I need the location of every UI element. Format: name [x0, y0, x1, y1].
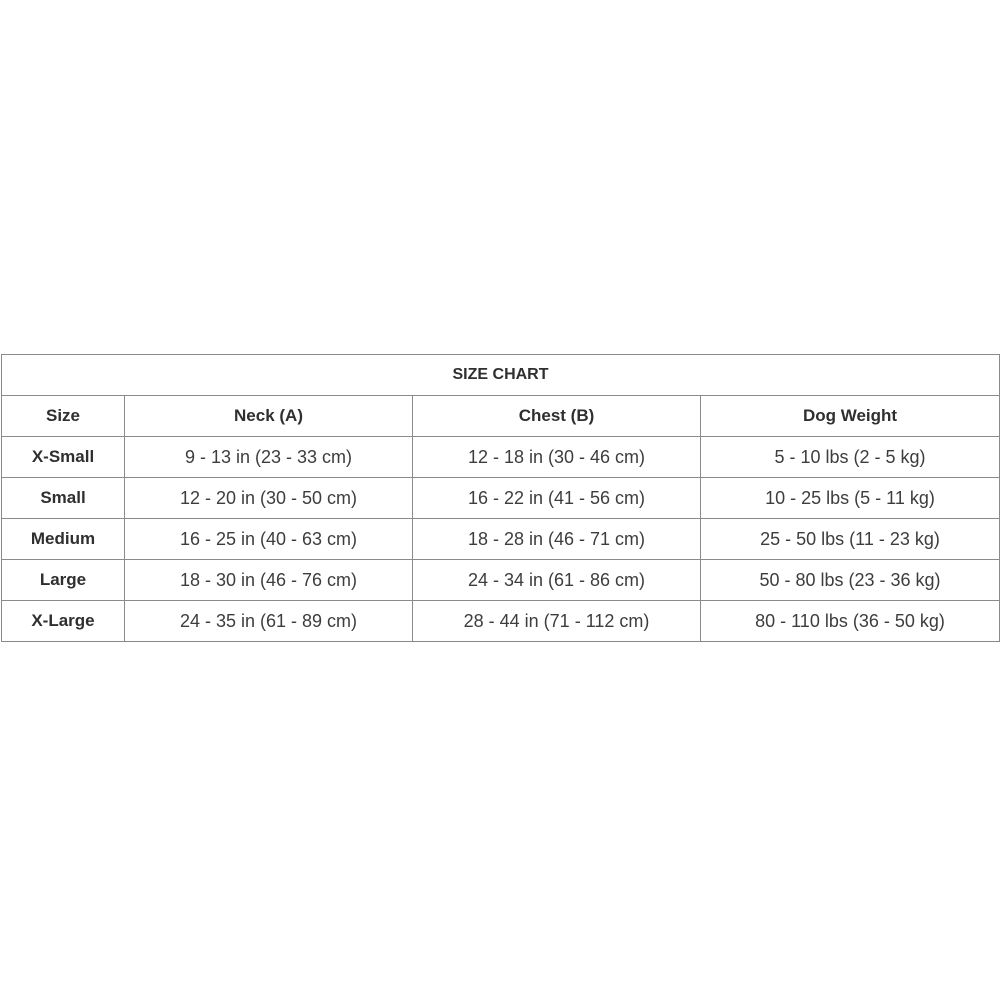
size-cell: Medium [2, 519, 125, 560]
weight-cell: 80 - 110 lbs (36 - 50 kg) [701, 601, 1000, 642]
chest-cell: 12 - 18 in (30 - 46 cm) [413, 437, 701, 478]
chest-cell: 18 - 28 in (46 - 71 cm) [413, 519, 701, 560]
weight-cell: 25 - 50 lbs (11 - 23 kg) [701, 519, 1000, 560]
table-row [2, 601, 1000, 642]
table-row [2, 437, 1000, 478]
size-chart-table [1, 354, 1000, 642]
neck-cell: 9 - 13 in (23 - 33 cm) [125, 437, 413, 478]
neck-cell: 12 - 20 in (30 - 50 cm) [125, 478, 413, 519]
weight-cell: 50 - 80 lbs (23 - 36 kg) [701, 560, 1000, 601]
size-cell: X-Large [2, 601, 125, 642]
chest-cell: 28 - 44 in (71 - 112 cm) [413, 601, 701, 642]
chest-cell: 16 - 22 in (41 - 56 cm) [413, 478, 701, 519]
table-row [2, 519, 1000, 560]
neck-cell: 24 - 35 in (61 - 89 cm) [125, 601, 413, 642]
size-cell: Small [2, 478, 125, 519]
table-row [2, 560, 1000, 601]
neck-cell: 16 - 25 in (40 - 63 cm) [125, 519, 413, 560]
table-header-row [2, 396, 1000, 437]
table-title-row [2, 355, 1000, 396]
neck-cell: 18 - 30 in (46 - 76 cm) [125, 560, 413, 601]
size-cell: X-Small [2, 437, 125, 478]
column-header-dog-weight: Dog Weight [701, 396, 1000, 437]
size-cell: Large [2, 560, 125, 601]
weight-cell: 5 - 10 lbs (2 - 5 kg) [701, 437, 1000, 478]
table-title: SIZE CHART [2, 355, 1000, 396]
column-header-neck: Neck (A) [125, 396, 413, 437]
weight-cell: 10 - 25 lbs (5 - 11 kg) [701, 478, 1000, 519]
column-header-size: Size [2, 396, 125, 437]
chest-cell: 24 - 34 in (61 - 86 cm) [413, 560, 701, 601]
column-header-chest: Chest (B) [413, 396, 701, 437]
table-row [2, 478, 1000, 519]
